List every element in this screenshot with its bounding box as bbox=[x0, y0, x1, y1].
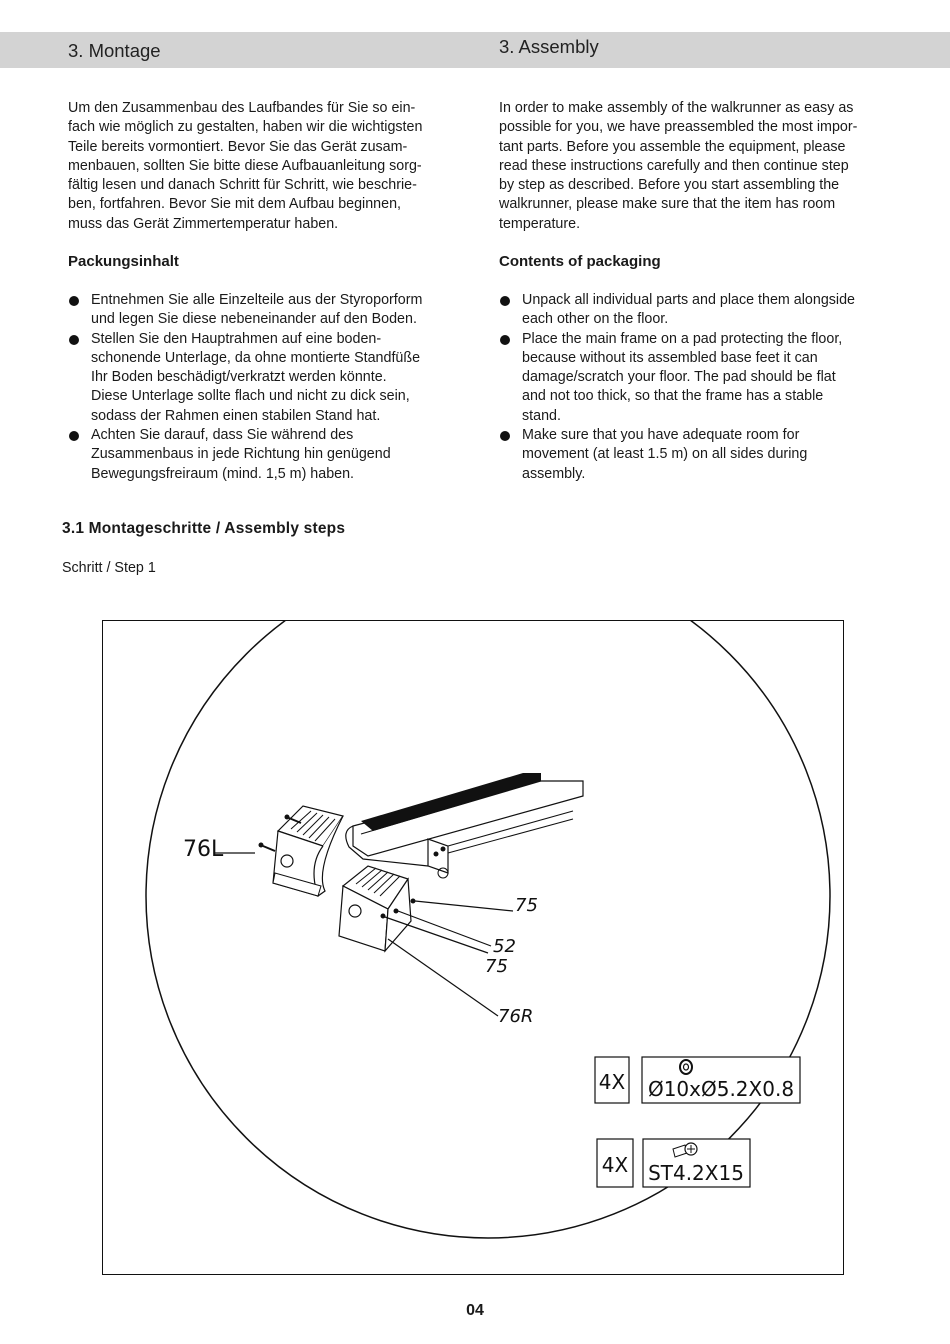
list-item bbox=[69, 330, 469, 426]
parts-row-washer bbox=[595, 1057, 800, 1103]
assembly-steps-title: 3.1 Montageschritte / Assembly steps bbox=[62, 520, 346, 537]
intro-line: tant parts. Before you assemble the equipment, please bbox=[499, 138, 846, 155]
list-item-line: Achten Sie darauf, dass Sie während des bbox=[91, 427, 354, 444]
intro-text-en bbox=[499, 99, 899, 234]
intro-line: by step as described. Before you start assembling the bbox=[499, 177, 840, 194]
intro-line: menbauen, sollten Sie bitte diese Aufbauanleitung sorg- bbox=[68, 157, 422, 174]
list-item-line: movement (at least 1.5 m) on all sides during bbox=[522, 446, 808, 463]
list-item bbox=[500, 291, 900, 330]
packaging-heading-en: Contents of packaging bbox=[499, 253, 661, 270]
packaging-list-de bbox=[69, 291, 469, 484]
list-item-line: Ihr Boden beschädigt/verkratzt werden könnte. bbox=[91, 369, 387, 386]
intro-line: Um den Zusammenbau des Laufbandes für Sie so ein- bbox=[68, 100, 416, 116]
list-item-line: assembly. bbox=[522, 465, 586, 482]
intro-line: walkrunner, please make sure that the item has room bbox=[499, 196, 836, 213]
assembly-diagram bbox=[103, 621, 843, 1273]
assembly-figure bbox=[102, 620, 844, 1275]
label-75-top: 75 bbox=[515, 895, 538, 916]
page-number: 04 bbox=[466, 1302, 484, 1319]
list-item-line: Place the main frame on a pad protecting the floor, bbox=[522, 330, 843, 347]
qty-washer: 4X bbox=[598, 1070, 626, 1094]
intro-line: possible for you, we have preassembled the most impor- bbox=[499, 119, 858, 136]
list-item-line: Entnehmen Sie alle Einzelteile aus der Styroporform bbox=[91, 292, 423, 308]
list-item bbox=[500, 426, 900, 484]
list-item-line: sodass der Rahmen einen stabilen Stand hat. bbox=[91, 407, 381, 424]
list-item-line: stand. bbox=[522, 407, 561, 424]
qty-screw: 4X bbox=[601, 1153, 629, 1177]
label-76r: 76R bbox=[498, 1006, 534, 1027]
list-item-line: schonende Unterlage, da ohne montierte Standfüße bbox=[91, 349, 421, 366]
spec-washer: Ø10xØ5.2X0.8 bbox=[647, 1077, 795, 1101]
intro-text-de bbox=[68, 99, 468, 234]
intro-line: ben, fortfahren. Bevor Sie mit dem Aufbau beginnen, bbox=[68, 196, 402, 213]
list-item-line: Bewegungsfreiraum (mind. 1,5 m) haben. bbox=[91, 465, 355, 482]
spec-screw: ST4.2X15 bbox=[648, 1161, 744, 1185]
intro-line: In order to make assembly of the walkrunner as easy as bbox=[499, 100, 854, 116]
right-foot-cap bbox=[339, 866, 416, 951]
intro-line: muss das Gerät Zimmertemperatur haben. bbox=[68, 215, 339, 232]
list-item-line: damage/scratch your floor. The pad should be flat bbox=[522, 369, 836, 386]
list-item-line: Unpack all individual parts and place them alongside bbox=[522, 292, 856, 308]
list-item-line: and not too thick, so that the frame has a stable bbox=[522, 388, 824, 405]
left-foot-cap bbox=[259, 806, 344, 896]
section-title-en: 3. Assembly bbox=[499, 36, 599, 57]
list-item-line: each other on the floor. bbox=[522, 311, 669, 328]
list-item-line: because without its assembled base feet it can bbox=[522, 349, 818, 366]
intro-line: fältig lesen und danach Schritt für Schritt, wie beschrie- bbox=[68, 177, 417, 194]
label-76l: 76L bbox=[183, 837, 224, 862]
packaging-heading-de: Packungsinhalt bbox=[68, 253, 179, 270]
parts-row-screw bbox=[597, 1139, 750, 1187]
main-frame bbox=[346, 773, 583, 878]
label-52: 52 bbox=[493, 936, 516, 957]
intro-line: temperature. bbox=[499, 215, 581, 232]
list-item bbox=[69, 426, 469, 484]
list-item bbox=[69, 291, 469, 330]
intro-line: fach wie möglich zu gestalten, haben wir die wichtigsten bbox=[68, 119, 423, 136]
list-item-line: Diese Unterlage sollte flach und nicht zu dick sein, bbox=[91, 388, 410, 405]
intro-line: read these instructions carefully and then continue step bbox=[499, 157, 849, 174]
list-item-line: Zusammenbaus in jede Richtung hin genügend bbox=[91, 446, 391, 463]
packaging-list-en bbox=[500, 291, 900, 484]
section-title-de: 3. Montage bbox=[68, 40, 161, 61]
list-item bbox=[500, 330, 900, 426]
list-item-line: Make sure that you have adequate room for bbox=[522, 427, 800, 444]
list-item-line: Stellen Sie den Hauptrahmen auf eine boden- bbox=[91, 330, 382, 347]
label-75-bottom: 75 bbox=[485, 956, 508, 977]
list-item-line: und legen Sie diese nebeneinander auf den Boden. bbox=[91, 311, 417, 328]
step-label: Schritt / Step 1 bbox=[62, 560, 156, 576]
intro-line: Teile bereits vormontiert. Bevor Sie das Gerät zusam- bbox=[68, 138, 408, 155]
